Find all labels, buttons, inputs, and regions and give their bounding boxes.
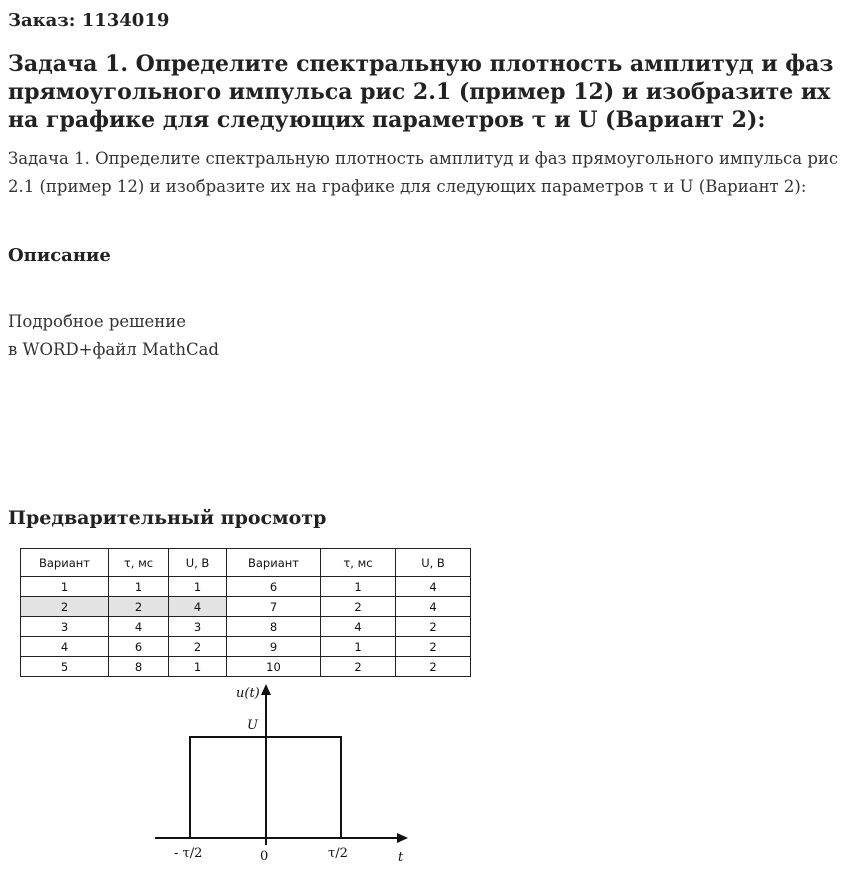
table-cell: 1	[321, 577, 396, 597]
table-cell: 4	[21, 637, 109, 657]
table-cell: 7	[227, 597, 321, 617]
table-cell: 4	[396, 597, 471, 617]
table-cell: 6	[227, 577, 321, 597]
col-header: U, В	[396, 549, 471, 577]
table-cell: 10	[227, 657, 321, 677]
table-cell: 2	[396, 657, 471, 677]
table-cell: 6	[109, 637, 169, 657]
x-axis-arrow-icon	[397, 833, 408, 843]
y-axis-label: u(t)	[236, 686, 260, 701]
table-row	[21, 617, 471, 637]
task-title: Задача 1. Определите спектральную плотность амплитуд и фаз прямоугольного импульса рис 2.1 (пример 12) и изобразите их на графике для следующих параметров τ и U (Вариант 2):	[8, 51, 834, 133]
table-cell: 4	[396, 577, 471, 597]
table-cell: 2	[169, 637, 227, 657]
table-row	[21, 577, 471, 597]
table-cell: 2	[321, 597, 396, 617]
col-header: Вариант	[21, 549, 109, 577]
table-row-highlighted	[21, 597, 471, 617]
tick-label: 0	[260, 849, 269, 864]
table-cell: 2	[321, 657, 396, 677]
table-cell: 3	[169, 617, 227, 637]
table-row	[21, 657, 471, 677]
table-cell: 8	[227, 617, 321, 637]
table-cell: 4	[109, 617, 169, 637]
col-header: Вариант	[227, 549, 321, 577]
table-cell: 3	[21, 617, 109, 637]
col-header: τ, мс	[109, 549, 169, 577]
table-cell: 2	[396, 637, 471, 657]
amplitude-label: U	[247, 718, 258, 733]
x-axis-label: t	[398, 850, 404, 865]
order-number: Заказ: 1134019	[8, 10, 170, 31]
table-cell: 8	[109, 657, 169, 677]
description-heading: Описание	[8, 245, 111, 266]
table-row	[21, 637, 471, 657]
preview-image	[20, 548, 472, 878]
tick-label: τ/2	[328, 846, 348, 861]
table-cell: 5	[21, 657, 109, 677]
description-line: Подробное решение	[8, 312, 187, 331]
pulse-graph	[150, 680, 430, 875]
description-line: в WORD+файл MathCad	[8, 340, 219, 359]
col-header: τ, мс	[321, 549, 396, 577]
tick-label: - τ/2	[174, 846, 203, 861]
table-header-row	[21, 549, 471, 577]
table-cell: 2	[109, 597, 169, 617]
preview-heading: Предварительный просмотр	[8, 507, 327, 529]
table-cell: 2	[21, 597, 109, 617]
y-axis-arrow-icon	[261, 684, 271, 695]
table-cell: 1	[169, 657, 227, 677]
table-cell: 1	[109, 577, 169, 597]
description-body	[8, 308, 219, 364]
table-cell: 9	[227, 637, 321, 657]
table-cell: 4	[169, 597, 227, 617]
table-cell: 1	[21, 577, 109, 597]
table-cell: 2	[396, 617, 471, 637]
table-cell: 1	[169, 577, 227, 597]
variants-table	[20, 548, 471, 677]
table-cell: 1	[321, 637, 396, 657]
col-header: U, В	[169, 549, 227, 577]
table-cell: 4	[321, 617, 396, 637]
task-description: Задача 1. Определите спектральную плотность амплитуд и фаз прямоугольного импульса рис 2.1 (пример 12) и изобразите их на графике для следующих параметров τ и U (Вариант 2):	[8, 149, 839, 196]
